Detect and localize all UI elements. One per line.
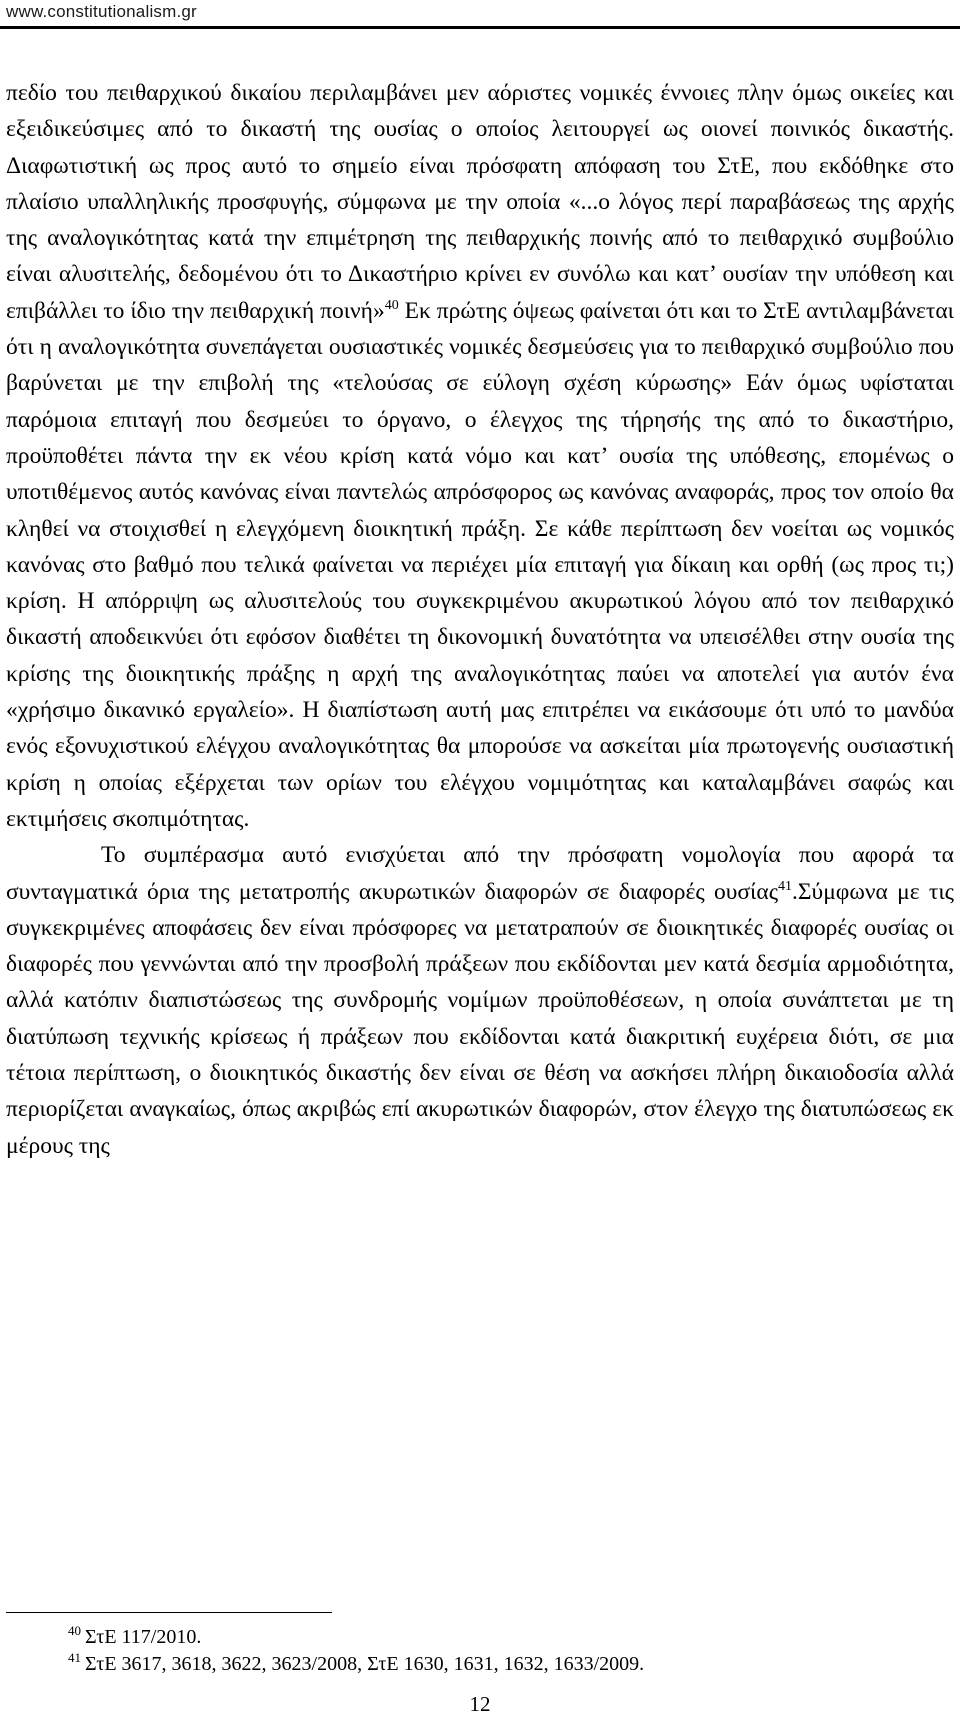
footnote-text: ΣτΕ 117/2010.: [85, 1626, 202, 1648]
footnote-separator: [6, 1612, 332, 1613]
footnote: [68, 1651, 644, 1678]
footnote-ref-40[interactable]: 40: [384, 297, 399, 313]
header-divider: [0, 26, 960, 29]
body-text: [6, 75, 954, 1164]
footnote-ref-41[interactable]: 41: [778, 878, 792, 894]
header-url[interactable]: www.constitutionalism.gr: [6, 2, 197, 21]
paragraph-1: [6, 75, 954, 837]
paragraph-2-text-b: .Σύμφωνα με τις συγκεκριμένες αποφάσεις δεν είναι πρόσφορες να μετατραπούν σε διοικητικές διαφορές ουσίας οι διαφορές που γεννώνται από την προσβολή πράξεων που εκδίδονται μεν κατά δεσμία αρμοδιότητα, αλλά κατόπιν διαπιστώσεως της συνδρομής νομίμων προϋποθέσεων, η οποία συνάπτεται με τη διατύπωση τεχνικής κρίσεως ή πράξεων που εκδίδονται κατά διακριτική ευχέρεια διότι, σε μια τέτοια περίπτωση, ο διοικητικός δικαστής δεν είναι σε θέση να ασκήσει πλήρη δικαιοδοσία αλλά περιορίζεται αναγκαίως, όπως ακριβώς επί ακυρωτικών διαφορών, στον έλεγχο της διατυπώσεως εκ μέρους της: [6, 878, 954, 1159]
page-number: 12: [469, 1692, 491, 1716]
footnote-number: 41: [68, 1650, 81, 1665]
footnotes: [68, 1624, 644, 1678]
paragraph-1-text-a: πεδίο του πειθαρχικού δικαίου περιλαμβάνει μεν αόριστες νομικές έννοιες πλην όμως οικείες και εξειδικεύσιμες από το δικαστή της ουσίας ο οποίος λειτουργεί ως οιονεί ποινικός δικαστής. Διαφωτιστική ως προς αυτό το σημείο είναι πρόσφατη απόφαση του ΣτΕ, που εκδόθηκε στο πλαίσιο υπαλληλικής προσφυγής, σύμφωνα με την οποία «...ο λόγος περί παραβάσεως της αρχής της αναλογικότητας κατά την επιμέτρηση της πειθαρχικής ποινής από το πειθαρχικό συμβούλιο είναι αλυσιτελής, δεδομένου ότι το Δικαστήριο κρίνει εν συνόλω και κατ’ ουσίαν την υπόθεση και επιβάλλει το ίδιο την πειθαρχική ποινή»: [6, 80, 954, 324]
paragraph-2: [6, 837, 954, 1164]
footnote-number: 40: [68, 1623, 81, 1638]
paragraph-1-text-b: Εκ πρώτης όψεως φαίνεται ότι και το ΣτΕ αντιλαμβάνεται ότι η αναλογικότητα συνεπάγεται ουσιαστικές νομικές δεσμεύσεις για το πειθαρχικό συμβούλιο που βαρύνεται με την επιβολή της «τελούσας σε εύλογη σχέση κύρωσης» Εάν όμως υφίσταται παρόμοια επιταγή που δεσμεύει το όργανο, ο έλεγχος της τήρησής της από το δικαστήριο, προϋποθέτει πάντα την εκ νέου κρίση κατά νόμο και κατ’ ουσία της υπόθεσης, επομένως ο υποτιθέμενος αυτός κανόνας είναι παντελώς απρόσφορος ως κανόνας αναφοράς, προς τον οποίο θα κληθεί να στοιχισθεί η ελεγχόμενη διοικητική πράξη. Σε κάθε περίπτωση δεν νοείται ως νομικός κανόνας στο βαθμό που τελικά φαίνεται να περιέχει μία επιταγή για δίκαιη και ορθή (ως προς τι;) κρίση. Η απόρριψη ως αλυσιτελούς του συγκεκριμένου ακυρωτικού λόγου από τον πειθαρχικό δικαστή αποδεικνύει ότι εφόσον διαθέτει τη δικονομική δυνατότητα να υπεισέλθει στην ουσία της κρίσης της διοικητικής πράξης η αρχή της αναλογικότητας παύει να αποτελεί για αυτόν ένα «χρήσιμο δικανικό εργαλείο». Η διαπίστωση αυτή μας επιτρέπει να εικάσουμε ότι υπό το μανδύα ενός εξονυχιστικού ελέγχου αναλογικότητας θα μπορούσε να ασκείται μία πρωτογενής ουσιαστική κρίση η οποίας εξέρχεται των ορίων του ελέγχου νομιμότητας και καταλαμβάνει σαφώς και εκτιμήσεις σκοπιμότητας.: [6, 297, 954, 832]
footnote: [68, 1624, 644, 1651]
paragraph-2-text-a: Το συμπέρασμα αυτό ενισχύεται από την πρόσφατη νομολογία που αφορά τα συνταγματικά όρια της μετατροπής ακυρωτικών διαφορών σε διαφορές ουσίας: [6, 842, 954, 905]
footnote-text: ΣτΕ 3617, 3618, 3622, 3623/2008, ΣτΕ 1630, 1631, 1632, 1633/2009.: [85, 1653, 645, 1675]
